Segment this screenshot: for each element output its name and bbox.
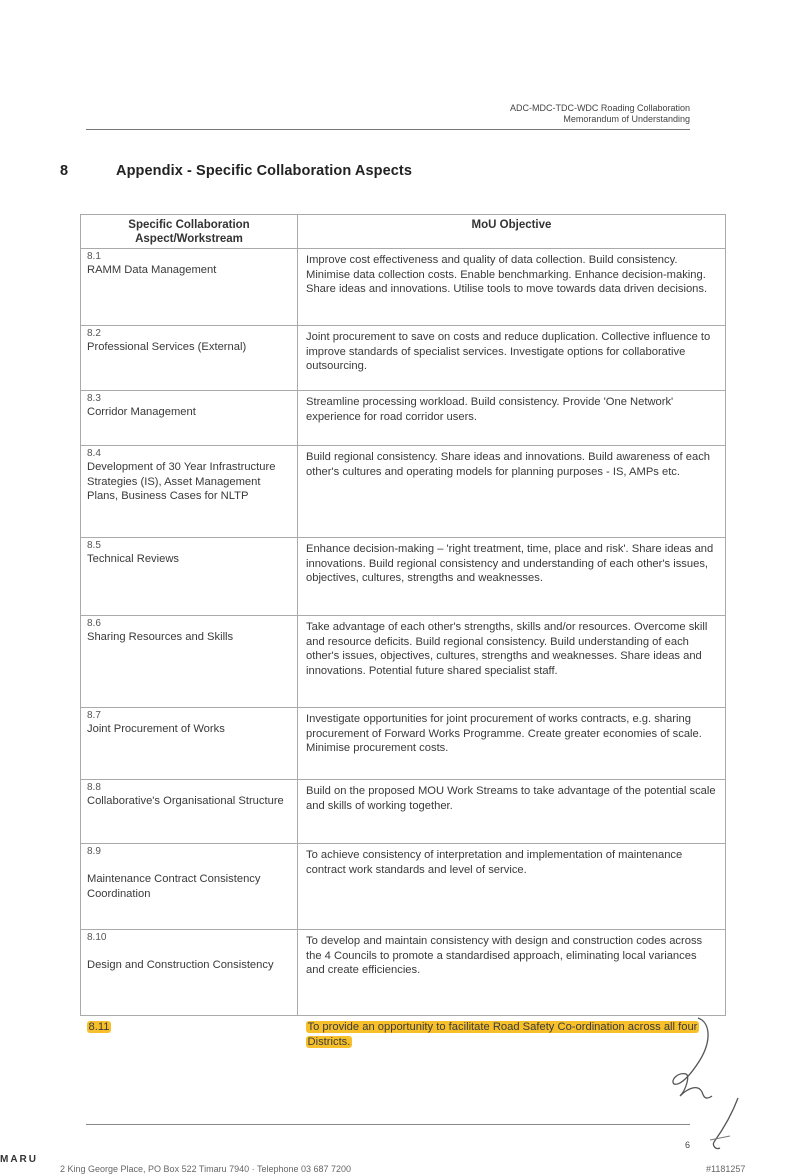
header-divider: [86, 129, 690, 130]
objective-cell: To achieve consistency of interpretation and implementation of maintenance contract work standards and level of service.: [298, 844, 726, 930]
aspect-cell: [81, 326, 298, 391]
row-number: 8.5: [87, 540, 101, 551]
objective-cell: Build regional consistency. Share ideas and innovations. Build awareness of each other's cultures and operating models for planning purposes - IS, AMPs etc.: [298, 446, 726, 538]
aspect-name: Collaborative's Organisational Structure: [87, 795, 284, 807]
running-header: [510, 103, 690, 125]
page-number: 6: [685, 1140, 691, 1150]
column-header-aspect: Specific Collaboration Aspect/Workstream: [81, 215, 298, 249]
aspect-name: Sharing Resources and Skills: [87, 631, 234, 643]
objective-cell: Joint procurement to save on costs and reduce duplication. Collective influence to improve standards of specialist services. Investigate options for collaborative outsourcing.: [298, 326, 726, 391]
aspect-cell: [81, 780, 298, 844]
row-number: 8.1: [87, 251, 101, 262]
aspect-name: Professional Services (External): [87, 341, 247, 353]
objective-cell: Take advantage of each other's strengths, skills and/or resources. Overcome skill and resource deficits. Build regional consistency. Build understanding of each other's issues, objectives, cultures, strengths and weaknesses. Share ideas and innovations. Potential future shared specialist staff.: [298, 616, 726, 708]
row-number: 8.9: [87, 846, 101, 857]
row-number: 8.6: [87, 618, 101, 629]
aspect-name: Joint Procurement of Works: [87, 723, 225, 735]
section-title: Appendix - Specific Collaboration Aspects: [116, 163, 413, 179]
row-number: 8.2: [87, 328, 101, 339]
objective-cell: Build on the proposed MOU Work Streams to take advantage of the potential scale and skills of working together.: [298, 780, 726, 844]
objective-cell: Streamline processing workload. Build consistency. Provide 'One Network' experience for road corridor users.: [298, 391, 726, 446]
row-number: 8.3: [87, 393, 101, 404]
table-row: [81, 1016, 726, 1056]
table-row: [81, 708, 726, 780]
aspect-cell: [81, 1016, 298, 1056]
footer-address: 2 King George Place, PO Box 522 Timaru 7940 · Telephone 03 687 7200: [60, 1164, 352, 1174]
aspect-cell: [81, 446, 298, 538]
aspect-cell: [81, 249, 298, 326]
table-row: [81, 930, 726, 1016]
objective-text-highlighted: To provide an opportunity to facilitate Road Safety Co-ordination across all four Districts.: [307, 1021, 698, 1048]
objective-cell: Improve cost effectiveness and quality of data collection. Build consistency. Minimise data collection costs. Enable benchmarking. Enhance decision-making. Share ideas and innovations. Utilise tools to move towards data driven decisions.: [298, 249, 726, 326]
aspect-name: Technical Reviews: [87, 553, 180, 565]
header-line-1: ADC-MDC-TDC-WDC Roading Collaboration: [509, 103, 690, 113]
table-row: [81, 844, 726, 930]
row-number: 8.4: [87, 448, 101, 459]
row-number: 8.8: [87, 782, 101, 793]
aspect-name: RAMM Data Management: [87, 264, 217, 276]
table-row: [81, 326, 726, 391]
aspect-cell: [81, 844, 298, 930]
aspect-cell: [81, 616, 298, 708]
objective-cell: Investigate opportunities for joint procurement of works contracts, e.g. sharing procurement of Forward Works Programme. Create greater economies of scale. Minimise procurement costs.: [298, 708, 726, 780]
document-reference: #1181257: [706, 1164, 746, 1174]
aspect-cell: [81, 708, 298, 780]
aspect-name: Development of 30 Year Infrastructure Strategies (IS), Asset Management Plans, Business Cases for NLTP: [87, 461, 276, 503]
objective-cell: To develop and maintain consistency with design and construction codes across the 4 Councils to promote a standardised approach, eliminating local variances and create efficiencies.: [298, 930, 726, 1016]
footer-divider: [86, 1124, 690, 1125]
table-row: [81, 616, 726, 708]
header-line-2: Memorandum of Understanding: [563, 114, 690, 124]
column-header-objective: MoU Objective: [298, 215, 726, 249]
aspect-name: Maintenance Contract Consistency Coordination: [87, 873, 261, 900]
table-row: [81, 391, 726, 446]
row-number-highlighted: 8.11: [88, 1021, 110, 1033]
table-row: [81, 780, 726, 844]
aspect-cell: [81, 538, 298, 616]
collaboration-aspects-table: [80, 214, 726, 1056]
section-number: 8: [60, 163, 69, 179]
row-number: 8.10: [87, 932, 107, 943]
aspect-cell: [81, 930, 298, 1016]
handwritten-signature: [640, 1010, 760, 1160]
row-number: 8.7: [87, 710, 101, 721]
aspect-cell: [81, 391, 298, 446]
section-heading: [60, 163, 412, 179]
aspect-name: Design and Construction Consistency: [87, 959, 274, 971]
table-header-row: [81, 215, 726, 249]
table-row: [81, 446, 726, 538]
table-row: [81, 249, 726, 326]
objective-cell: Enhance decision-making – 'right treatment, time, place and risk'. Share ideas and innovations. Build regional consistency and understanding of each other's issues, objectives, cultures, strengths and weaknesses.: [298, 538, 726, 616]
aspect-name: Corridor Management: [87, 406, 196, 418]
table-row: [81, 538, 726, 616]
organisation-name: MARU: [0, 1154, 38, 1165]
